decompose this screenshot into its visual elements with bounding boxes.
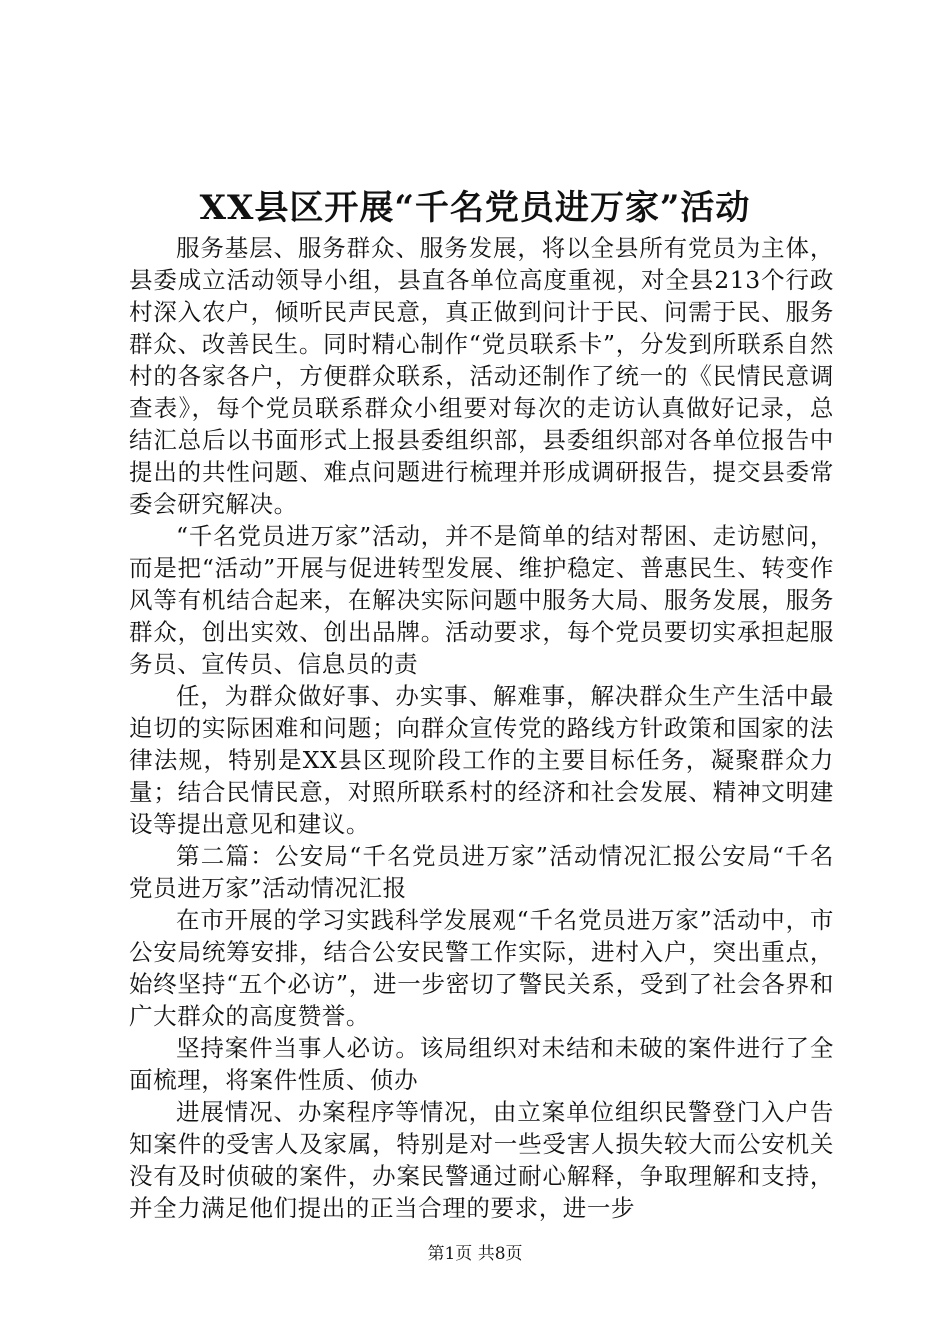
paragraph: 任，为群众做好事、办实事、解难事，解决群众生产生活中最迫切的实际困难和问题；向群众宣传党的路线方针政策和国家的法律法规，特别是XX县区现阶段工作的主要目标任务，凝聚群众力量；结合民情民意，对照所联系村的经济和社会发展、精神文明建设等提出意见和建议。	[129, 682, 834, 838]
paragraph: 在市开展的学习实践科学发展观“千名党员进万家”活动中，市公安局统筹安排，结合公安民警工作实际，进村入户，突出重点，始终坚持“五个必访”，进一步密切了警民关系，受到了社会各界和广大群众的高度赞誉。	[129, 906, 834, 1030]
paragraph: 服务基层、服务群众、服务发展，将以全县所有党员为主体，县委成立活动领导小组，县直各单位高度重视，对全县213个行政村深入农户，倾听民声民意，真正做到问计于民、问需于民、服务群众、改善民生。同时精心制作“党员联系卡”，分发到所联系自然村的各家各户，方便群众联系，活动还制作了统一的《民情民意调查表》，每个党员联系群众小组要对每次的走访认真做好记录，总结汇总后以书面形式上报县委组织部，县委组织部对各单位报告中提出的共性问题、难点问题进行梳理并形成调研报告，提交县委常委会研究解决。	[129, 234, 834, 518]
document-title: XX县区开展“千名党员进万家”活动	[199, 188, 751, 228]
paragraph: “千名党员进万家”活动，并不是简单的结对帮困、走访慰问，而是把“活动”开展与促进转型发展、维护稳定、普惠民生、转变作风等有机结合起来，在解决实际问题中服务大局、服务发展，服务群众，创出实效、创出品牌。活动要求，每个党员要切实承担起服务员、宣传员、信息员的责	[129, 522, 834, 678]
page-number-footer: 第1页 共8页	[427, 1244, 523, 1264]
paragraph: 进展情况、办案程序等情况，由立案单位组织民警登门入户告知案件的受害人及家属，特别是对一些受害人损失较大而公安机关没有及时侦破的案件，办案民警通过耐心解释，争取理解和支持，并全力满足他们提出的正当合理的要求，进一步	[129, 1098, 834, 1222]
section-heading: 第二篇：公安局“千名党员进万家”活动情况汇报公安局“千名党员进万家”活动情况汇报	[129, 842, 834, 902]
document-body	[129, 232, 834, 1224]
paragraph: 坚持案件当事人必访。该局组织对未结和未破的案件进行了全面梳理，将案件性质、侦办	[129, 1034, 834, 1094]
